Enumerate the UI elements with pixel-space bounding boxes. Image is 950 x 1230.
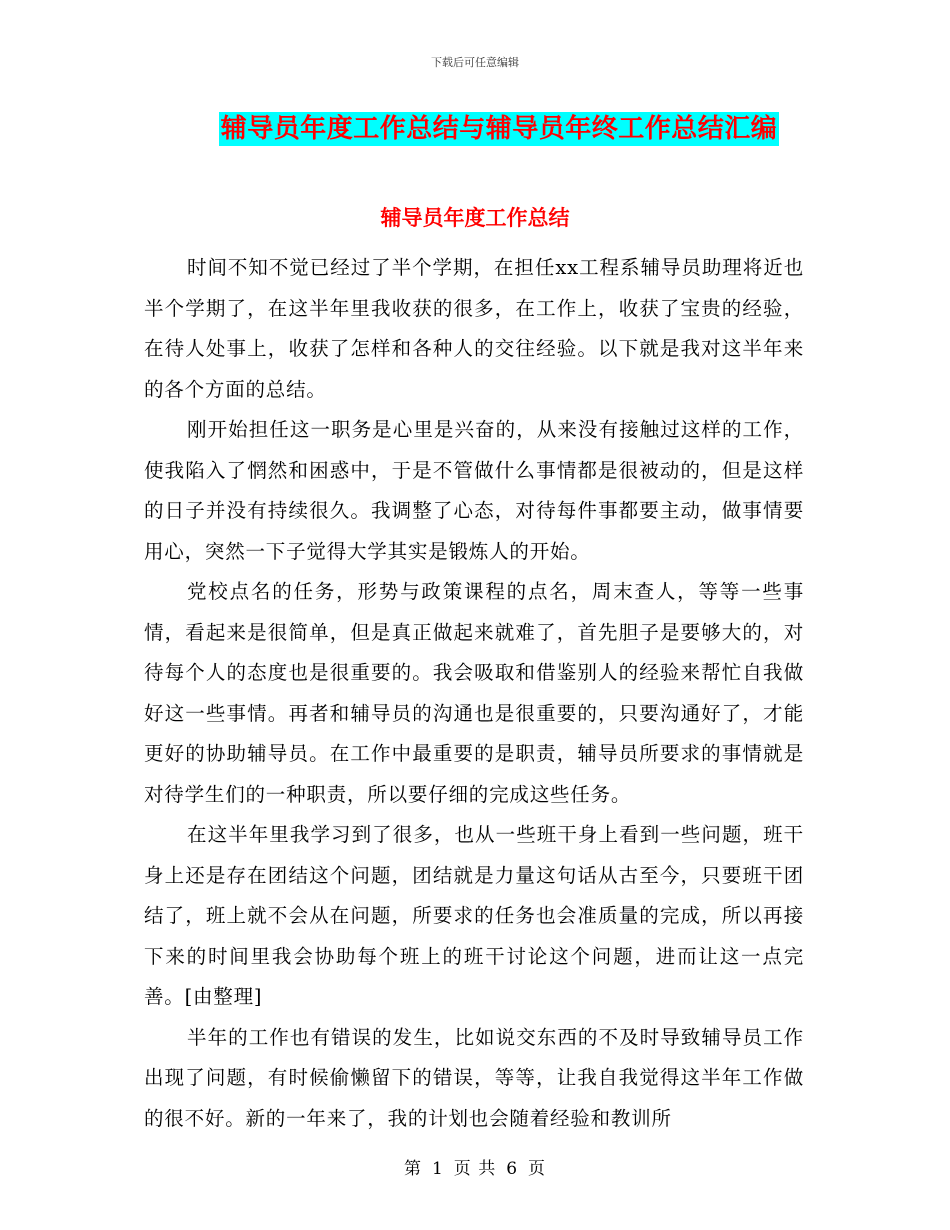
total-pages: 6 <box>506 1159 519 1179</box>
page-number: 1 <box>431 1159 444 1179</box>
page-label-suffix: 页 <box>528 1159 547 1179</box>
paragraph: 半年的工作也有错误的发生，比如说交东西的不及时导致辅导员工作出现了问题，有时候偷懒留下的错误，等等，让我自我觉得这半年工作做的很不好。新的一年来了，我的计划也会随着经验和教训所 <box>144 1025 804 1130</box>
header-note: 下载后可任意编辑 <box>431 56 519 69</box>
section-title: 辅导员年度工作总结 <box>380 206 570 230</box>
main-title-container <box>0 112 950 146</box>
page-label-mid: 页 共 <box>453 1159 497 1179</box>
paragraph: 刚开始担任这一职务是心里是兴奋的，从来没有接触过这样的工作，使我陷入了惘然和困惑中，于是不管做什么事情都是很被动的，但是这样的日子并没有持续很久。我调整了心态，对待每件事都要主动，做事情要用心，突然一下子觉得大学其实是锻炼人的开始。 <box>144 418 804 563</box>
paragraph: 党校点名的任务，形势与政策课程的点名，周末查人，等等一些事情，看起来是很简单，但是真正做起来就难了，首先胆子是要够大的，对待每个人的态度也是很重要的。我会吸取和借鉴别人的经验来帮忙自我做好这一些事情。再者和辅导员的沟通也是很重要的，只要沟通好了，才能更好的协助辅导员。在工作中最重要的是职责，辅导员所要求的事情就是对待学生们的一种职责，所以要仔细的完成这些任务。 <box>144 580 804 806</box>
document-body <box>144 248 804 1139</box>
page-label-prefix: 第 <box>403 1159 422 1179</box>
paragraph: 在这半年里我学习到了很多，也从一些班干身上看到一些问题，班干身上还是存在团结这个问题，团结就是力量这句话从古至今，只要班干团结了，班上就不会从在问题，所要求的任务也会准质量的完成，所以再接下来的时间里我会协助每个班上的班干讨论这个问题，进而让这一点完善。[由整理] <box>144 823 804 1008</box>
paragraph: 时间不知不觉已经过了半个学期，在担任xx工程系辅导员助理将近也半个学期了，在这半年里我收获的很多，在工作上，收获了宝贵的经验，在待人处事上，收获了怎样和各种人的交往经验。以下就是我对这半年来的各个方面的总结。 <box>144 256 804 401</box>
main-title: 辅导员年度工作总结与辅导员年终工作总结汇编 <box>220 114 778 144</box>
page-footer <box>0 1154 950 1179</box>
